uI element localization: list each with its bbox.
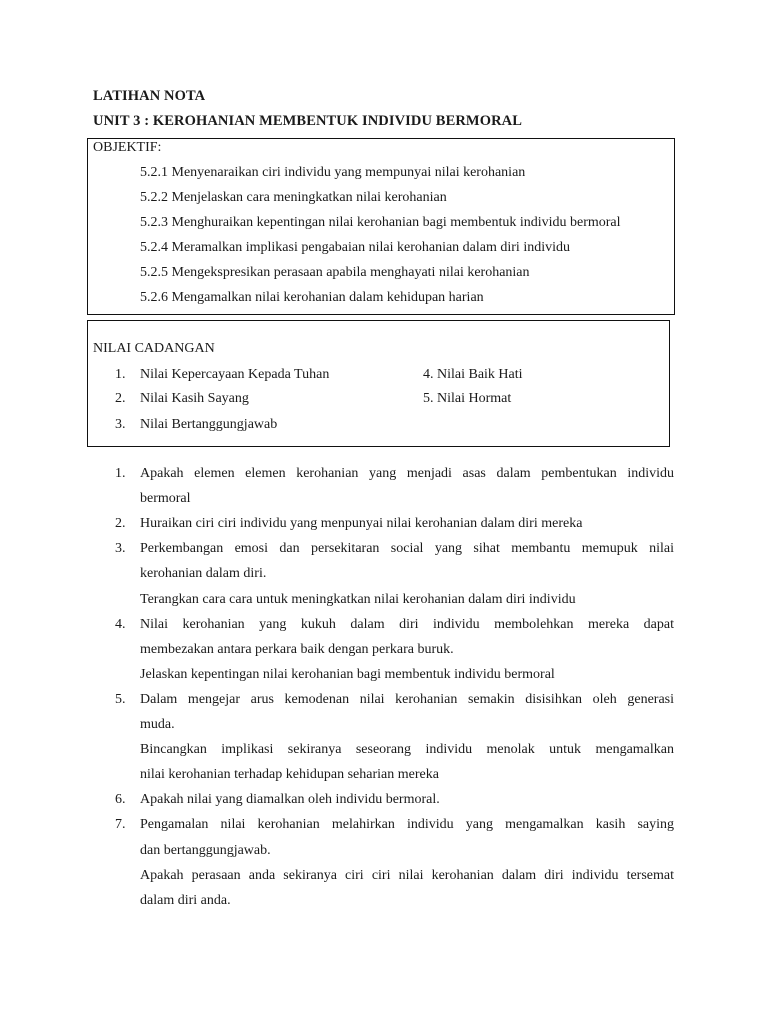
question-text: Terangkan cara cara untuk meningkatkan nilai kerohanian dalam diri individu — [140, 591, 576, 607]
nilai-number: 2. — [115, 391, 126, 406]
question-number: 1. — [115, 466, 126, 481]
question-text: Bincangkan implikasi sekiranya seseorang individu menolak untuk mengamalkan — [140, 742, 674, 758]
objektif-item: 5.2.2 Menjelaskan cara meningkatkan nilai kerohanian — [140, 190, 447, 205]
objektif-item: 5.2.5 Mengekspresikan perasaan apabila menghayati nilai kerohanian — [140, 265, 530, 280]
question-text: Dalam mengejar arus kemodenan nilai kerohanian semakin disisihkan oleh generasi — [140, 691, 674, 707]
objektif-item: 5.2.6 Mengamalkan nilai kerohanian dalam kehidupan harian — [140, 290, 484, 305]
nilai-item: 4. Nilai Baik Hati — [423, 367, 523, 382]
question-text: Apakah elemen elemen kerohanian yang menjadi asas dalam pembentukan individu — [140, 466, 674, 481]
nilai-item: Nilai Kepercayaan Kepada Tuhan — [140, 367, 330, 382]
question-text: dalam diri anda. — [140, 892, 231, 908]
nilai-number: 1. — [115, 367, 126, 382]
objektif-label: OBJEKTIF: — [93, 140, 162, 155]
question-text: Apakah perasaan anda sekiranya ciri ciri nilai kerohanian dalam diri individu tersemat — [140, 867, 674, 883]
question-text: kerohanian dalam diri. — [140, 566, 267, 582]
question-number: 6. — [115, 792, 126, 808]
question-number: 3. — [115, 541, 126, 557]
nilai-item: Nilai Kasih Sayang — [140, 391, 249, 406]
question-text: Nilai kerohanian yang kukuh dalam diri individu membolehkan mereka dapat — [140, 616, 674, 632]
document-title: LATIHAN NOTA — [93, 88, 206, 104]
question-text: Huraikan ciri ciri individu yang menpunyai nilai kerohanian dalam diri mereka — [140, 516, 583, 532]
question-number: 7. — [115, 817, 126, 833]
question-number: 5. — [115, 691, 126, 707]
nilai-item: 5. Nilai Hormat — [423, 391, 512, 406]
question-text: muda. — [140, 717, 175, 732]
nilai-number: 3. — [115, 417, 126, 432]
question-number: 2. — [115, 516, 126, 532]
nilai-cadangan-label: NILAI CADANGAN — [93, 341, 215, 356]
objektif-item: 5.2.4 Meramalkan implikasi pengabaian nilai kerohanian dalam diri individu — [140, 240, 570, 255]
question-text: Pengamalan nilai kerohanian melahirkan individu yang mengamalkan kasih saying — [140, 817, 674, 833]
question-text: bermoral — [140, 491, 191, 507]
question-text: Perkembangan emosi dan persekitaran social yang sihat membantu memupuk nilai — [140, 541, 674, 557]
question-number: 4. — [115, 616, 126, 632]
question-text: Jelaskan kepentingan nilai kerohanian bagi membentuk individu bermoral — [140, 666, 555, 682]
question-text: nilai kerohanian terhadap kehidupan seharian mereka — [140, 767, 439, 783]
question-text: membezakan antara perkara baik dengan perkara buruk. — [140, 641, 454, 657]
objektif-item: 5.2.3 Menghuraikan kepentingan nilai kerohanian bagi membentuk individu bermoral — [140, 215, 621, 230]
question-text: dan bertanggungjawab. — [140, 842, 271, 858]
question-text: Apakah nilai yang diamalkan oleh individu bermoral. — [140, 792, 440, 808]
objektif-item: 5.2.1 Menyenaraikan ciri individu yang mempunyai nilai kerohanian — [140, 165, 526, 180]
nilai-item: Nilai Bertanggungjawab — [140, 417, 278, 432]
unit-title: UNIT 3 : KEROHANIAN MEMBENTUK INDIVIDU BERMORAL — [93, 113, 522, 129]
